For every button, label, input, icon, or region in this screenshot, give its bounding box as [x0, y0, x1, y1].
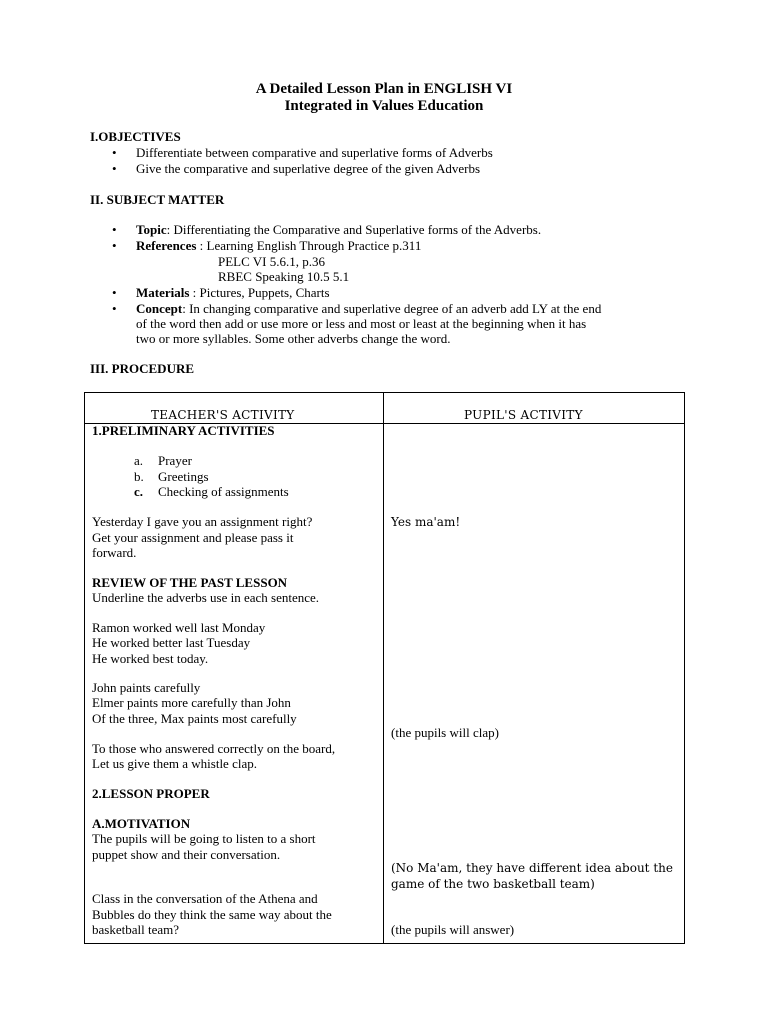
- preliminary-item: Greetings: [158, 469, 209, 484]
- concept-line: [136, 301, 696, 316]
- materials-text: : Pictures, Puppets, Charts: [189, 285, 330, 300]
- teacher-line: Bubbles do they think the same way about the: [92, 907, 332, 922]
- concept-text-2: of the word then add or use more or less and most or least at the beginning when it has: [136, 316, 587, 331]
- reference-item: PELC VI 5.6.1, p.36: [218, 254, 326, 269]
- bullet-icon: •: [112, 238, 117, 253]
- list-letter: b.: [134, 469, 144, 484]
- teacher-line: John paints carefully: [92, 680, 201, 695]
- topic-label: Topic: [136, 222, 167, 237]
- teacher-line: Get your assignment and please pass it: [92, 530, 294, 545]
- references-label: References: [136, 238, 197, 253]
- subject-matter-heading: II. SUBJECT MATTER: [90, 192, 225, 207]
- review-heading: REVIEW OF THE PAST LESSON: [92, 575, 288, 590]
- teacher-line: Class in the conversation of the Athena and: [92, 891, 318, 906]
- objectives-heading: I.OBJECTIVES: [90, 129, 181, 144]
- materials-label: Materials: [136, 285, 190, 300]
- teacher-line: Yesterday I gave you an assignment right?: [92, 514, 313, 529]
- teacher-line: He worked best today.: [92, 651, 209, 666]
- lesson-proper-heading: 2.LESSON PROPER: [92, 786, 210, 801]
- topic-line: [136, 222, 696, 237]
- teacher-line: Let us give them a whistle clap.: [92, 756, 257, 771]
- teacher-line: Of the three, Max paints most carefully: [92, 711, 297, 726]
- preliminary-item: Prayer: [158, 453, 192, 468]
- title-line-2: Integrated in Values Education: [284, 98, 484, 114]
- teacher-line: He worked better last Tuesday: [92, 635, 251, 650]
- pupil-response: (No Ma'am, they have different idea about the: [391, 861, 673, 875]
- preliminary-heading: 1.PRELIMINARY ACTIVITIES: [92, 423, 275, 438]
- teacher-line: Underline the adverbs use in each sentence.: [92, 590, 320, 605]
- pupil-response: (the pupils will answer): [391, 922, 515, 937]
- teacher-line: forward.: [92, 545, 137, 560]
- teacher-line: Ramon worked well last Monday: [92, 620, 266, 635]
- procedure-table: [84, 392, 685, 944]
- concept-text-3: two or more syllables. Some other adverbs change the word.: [136, 331, 451, 346]
- list-letter: c.: [134, 484, 144, 499]
- teacher-activity-header: TEACHER'S ACTIVITY: [151, 408, 295, 422]
- reference-item: RBEC Speaking 10.5 5.1: [218, 269, 350, 284]
- references-line: [136, 238, 696, 253]
- teacher-line: basketball team?: [92, 922, 179, 937]
- teacher-line: The pupils will be going to listen to a short: [92, 831, 316, 846]
- bullet-icon: •: [112, 301, 117, 316]
- list-letter: a.: [134, 453, 144, 468]
- title-line-1: A Detailed Lesson Plan in ENGLISH VI: [255, 81, 513, 97]
- teacher-line: To those who answered correctly on the board,: [92, 741, 336, 756]
- objective-item: Give the comparative and superlative degree of the given Adverbs: [136, 161, 481, 176]
- pupil-activity-header: PUPIL'S ACTIVITY: [464, 408, 583, 422]
- bullet-icon: •: [112, 161, 117, 176]
- bullet-icon: •: [112, 222, 117, 237]
- topic-text: : Differentiating the Comparative and Superlative forms of the Adverbs.: [166, 222, 542, 237]
- materials-line: [136, 285, 696, 300]
- motivation-heading: A.MOTIVATION: [92, 816, 191, 831]
- bullet-icon: •: [112, 145, 117, 160]
- pupil-response: game of the two basketball team): [391, 877, 595, 891]
- concept-label: Concept: [136, 301, 183, 316]
- teacher-line: Elmer paints more carefully than John: [92, 695, 291, 710]
- references-text: : Learning English Through Practice p.311: [196, 238, 422, 253]
- table-column-divider: [383, 393, 384, 943]
- pupil-response: Yes ma'am!: [391, 515, 461, 529]
- pupil-response: (the pupils will clap): [391, 725, 499, 740]
- bullet-icon: •: [112, 285, 117, 300]
- procedure-heading: III. PROCEDURE: [90, 361, 195, 376]
- teacher-line: puppet show and their conversation.: [92, 847, 281, 862]
- preliminary-item: Checking of assignments: [158, 484, 289, 499]
- objective-item: Differentiate between comparative and superlative forms of Adverbs: [136, 145, 493, 160]
- concept-text: : In changing comparative and superlative degree of an adverb add LY at the end: [182, 301, 602, 316]
